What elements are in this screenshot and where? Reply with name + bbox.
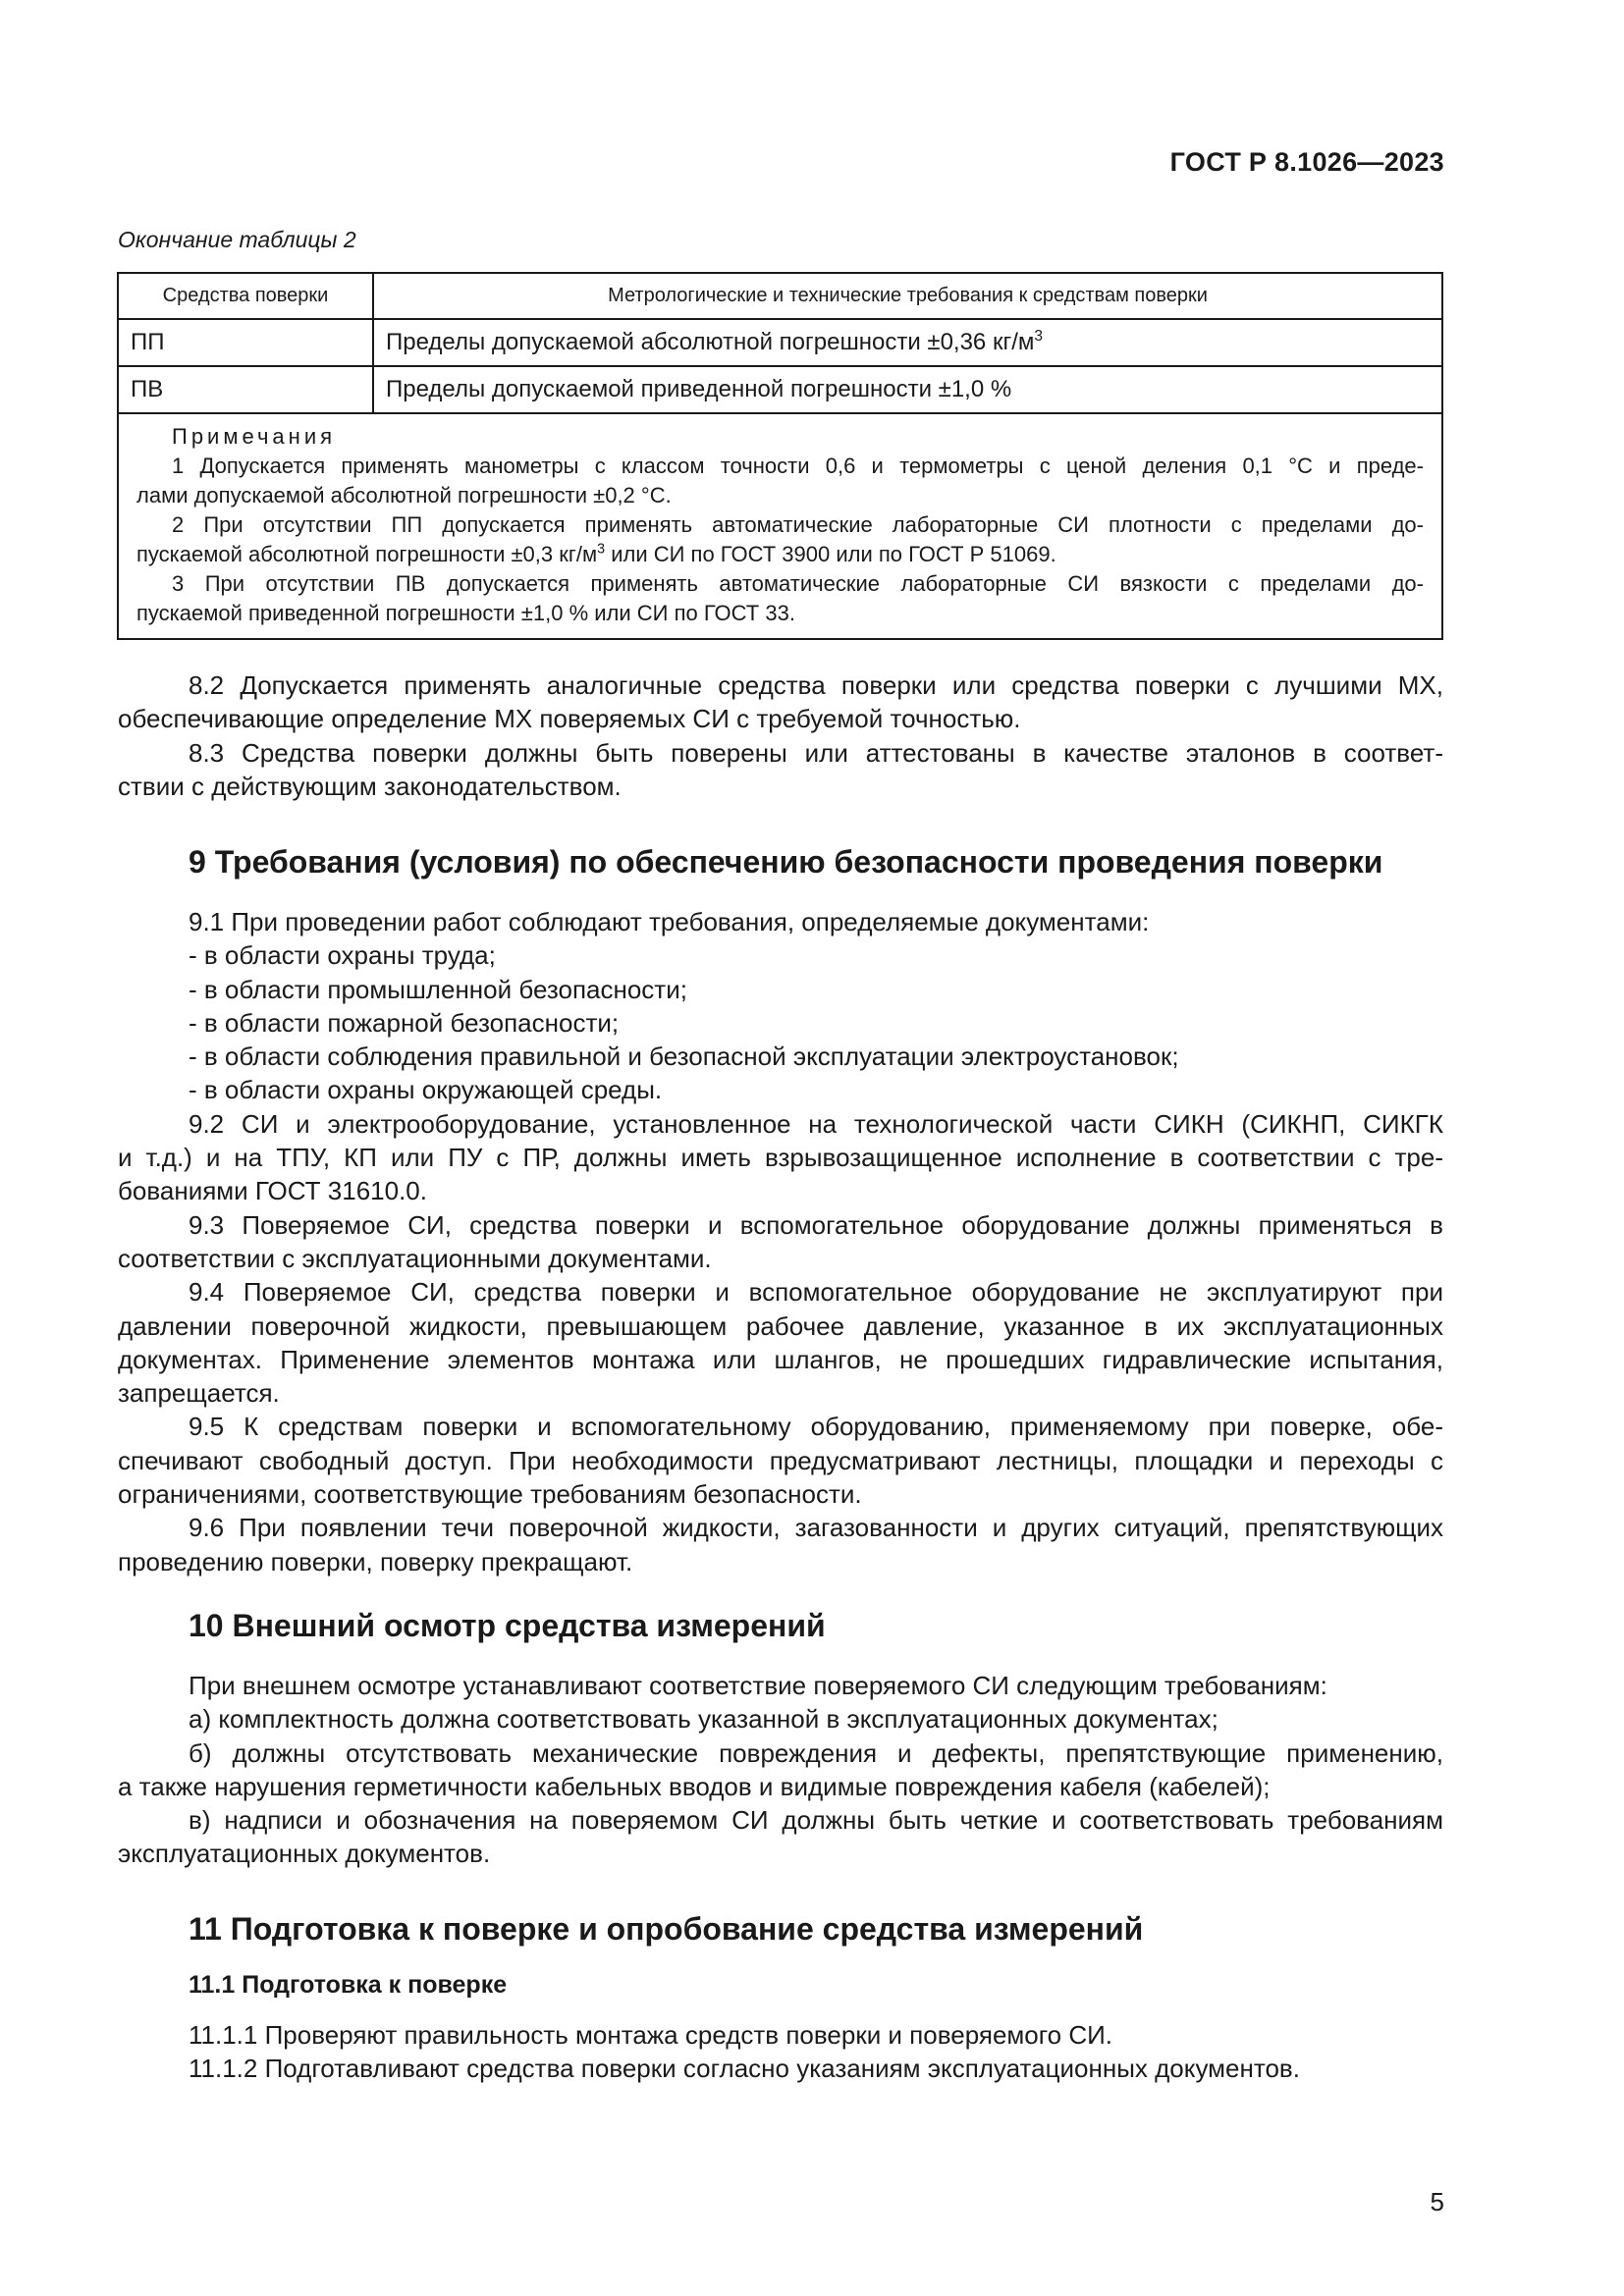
- section-9-heading: 9 Требования (условия) по обеспечению безопасности проведения поверки: [189, 844, 1383, 880]
- document-header: ГОСТ Р 8.1026—2023: [1169, 147, 1444, 177]
- paragraph-line: и т.д.) и на ТПУ, КП или ПУ с ПР, должны иметь взрывозащищенное исполнение в соответствии с тре-: [118, 1143, 1443, 1173]
- section-8-text: [118, 668, 1443, 803]
- paragraph-line: ствии с действующим законодательством.: [118, 771, 622, 801]
- table-cell-tool: ПВ: [118, 366, 373, 413]
- paragraph-line: 9.6 При появлении течи поверочной жидкости, загазованности и других ситуаций, препятствующих: [189, 1513, 1443, 1543]
- note-line: пускаемой приведенной погрешности ±1,0 % или СИ по ГОСТ 33.: [136, 601, 795, 625]
- paragraph-line: проведению поверки, поверку прекращают.: [118, 1546, 633, 1576]
- note-line: лами допускаемой абсолютной погрешности ±0,2 °С.: [136, 483, 672, 507]
- subsection-11-1-heading: 11.1 Подготовка к поверке: [189, 1971, 508, 1999]
- paragraph-line: При внешнем осмотре устанавливают соответствие поверяемого СИ следующим требованиям:: [189, 1671, 1327, 1700]
- paragraph-line: запрещается.: [118, 1378, 280, 1409]
- note-line: 3 При отсутствии ПВ допускается применять автоматические лабораторные СИ вязкости с пределами до-: [172, 571, 1424, 596]
- paragraph-line: 9.3 Поверяемое СИ, средства поверки и вспомогательное оборудование должны применяться в: [189, 1209, 1443, 1240]
- list-item: а) комплектность должна соответствовать указанной в эксплуатационных документах;: [189, 1704, 1218, 1735]
- paragraph-line: эксплуатационных документов.: [118, 1839, 491, 1869]
- table-row: [118, 366, 1442, 413]
- paragraph-line: 9.1 При проведении работ соблюдают требования, определяемые документами:: [189, 907, 1150, 936]
- list-item: - в области охраны труда;: [189, 940, 496, 971]
- paragraph-line: 9.5 К средствам поверки и вспомогательному оборудованию, применяемому при поверке, обе-: [189, 1412, 1443, 1442]
- paragraph-line: 9.2 СИ и электрооборудование, установленное на технологической части СИКН (СИКНП, СИКГК: [189, 1108, 1443, 1139]
- section-10-heading: 10 Внешний осмотр средства измерений: [189, 1608, 826, 1643]
- paragraph-line: а также нарушения герметичности кабельных вводов и видимые повреждения кабеля (кабелей);: [118, 1771, 1271, 1801]
- table-row: [118, 319, 1442, 366]
- page-number: 5: [1430, 2187, 1444, 2216]
- paragraph-line: 8.2 Допускается применять аналогичные средства поверки или средства поверки с лучшими МХ,: [189, 670, 1443, 700]
- section-11-text: [118, 2018, 1443, 2086]
- paragraph-line: спечивают свободный доступ. При необходимости предусматривают лестницы, площадки и переходы с: [118, 1445, 1443, 1475]
- table-notes-row: [118, 413, 1442, 639]
- note-line: 1 Допускается применять манометры с классом точности 0,6 и термометры с ценой деления 0,1 °С и преде-: [172, 454, 1424, 478]
- paragraph-line: соответствии с эксплуатационными документами.: [118, 1243, 712, 1273]
- column-header-tools: Средства поверки: [118, 273, 373, 319]
- table-header-row: [118, 273, 1442, 319]
- section-11-heading: 11 Подготовка к поверке и опробование средства измерений: [189, 1911, 1144, 1947]
- paragraph-line: ограничениями, соответствующие требованиям безопасности.: [118, 1479, 862, 1510]
- requirements-table: [117, 272, 1443, 640]
- paragraph-line: документах. Применение элементов монтажа или шлангов, не прошедших гидравлические испытания,: [118, 1344, 1443, 1374]
- paragraph-line: 11.1.1 Проверяют правильность монтажа средств поверки и поверяемого СИ.: [189, 2020, 1113, 2050]
- list-item: - в области промышленной безопасности;: [189, 974, 687, 1004]
- table-cell-requirement: Пределы допускаемой приведенной погрешности ±1,0 %: [373, 366, 1442, 413]
- paragraph-line: бованиями ГОСТ 31610.0.: [118, 1176, 427, 1206]
- list-item: - в области соблюдения правильной и безопасной эксплуатации электроустановок;: [189, 1041, 1179, 1072]
- table-cell-requirement: Пределы допускаемой абсолютной погрешности ±0,36 $кг/м^3$: [373, 319, 1442, 366]
- paragraph-line: 11.1.2 Подготавливают средства поверки согласно указаниям эксплуатационных документов.: [189, 2054, 1300, 2084]
- list-item: б) должны отсутствовать механические повреждения и дефекты, препятствующие применению,: [189, 1737, 1443, 1768]
- note-line: 2 При отсутствии ПП допускается применять автоматические лабораторные СИ плотности с пределами до-: [172, 512, 1424, 537]
- paragraph-line: 9.4 Поверяемое СИ, средства поверки и вспомогательное оборудование не эксплуатируют при: [189, 1277, 1443, 1308]
- paragraph-line: давлении поверочной жидкости, превышающем рабочее давление, указанное в их эксплуатационных: [118, 1310, 1443, 1341]
- list-item: - в области охраны окружающей среды.: [189, 1075, 663, 1105]
- notes-title: Примечания: [172, 424, 337, 449]
- paragraph-line: обеспечивающие определение МХ поверяемых СИ с требуемой точностью.: [118, 704, 1021, 734]
- list-item: в) надписи и обозначения на поверяемом СИ должны быть четкие и соответствовать требованиям: [189, 1805, 1443, 1836]
- section-9-text: [118, 905, 1443, 1578]
- table-caption: Окончание таблицы 2: [118, 227, 356, 252]
- column-header-requirements: Метрологические и технические требования к средствам поверки: [373, 273, 1442, 319]
- table-cell-tool: ПП: [118, 319, 373, 366]
- section-10-text: [118, 1669, 1443, 1871]
- table-notes: [118, 413, 1442, 639]
- paragraph-line: 8.3 Средства поверки должны быть поверены или аттестованы в качестве эталонов в соответ-: [189, 737, 1443, 768]
- note-line: пускаемой абсолютной погрешности ±0,3 $кг/м^3$ или СИ по ГОСТ 3900 или по ГОСТ Р 51069.: [136, 541, 1056, 566]
- list-item: - в области пожарной безопасности;: [189, 1007, 620, 1038]
